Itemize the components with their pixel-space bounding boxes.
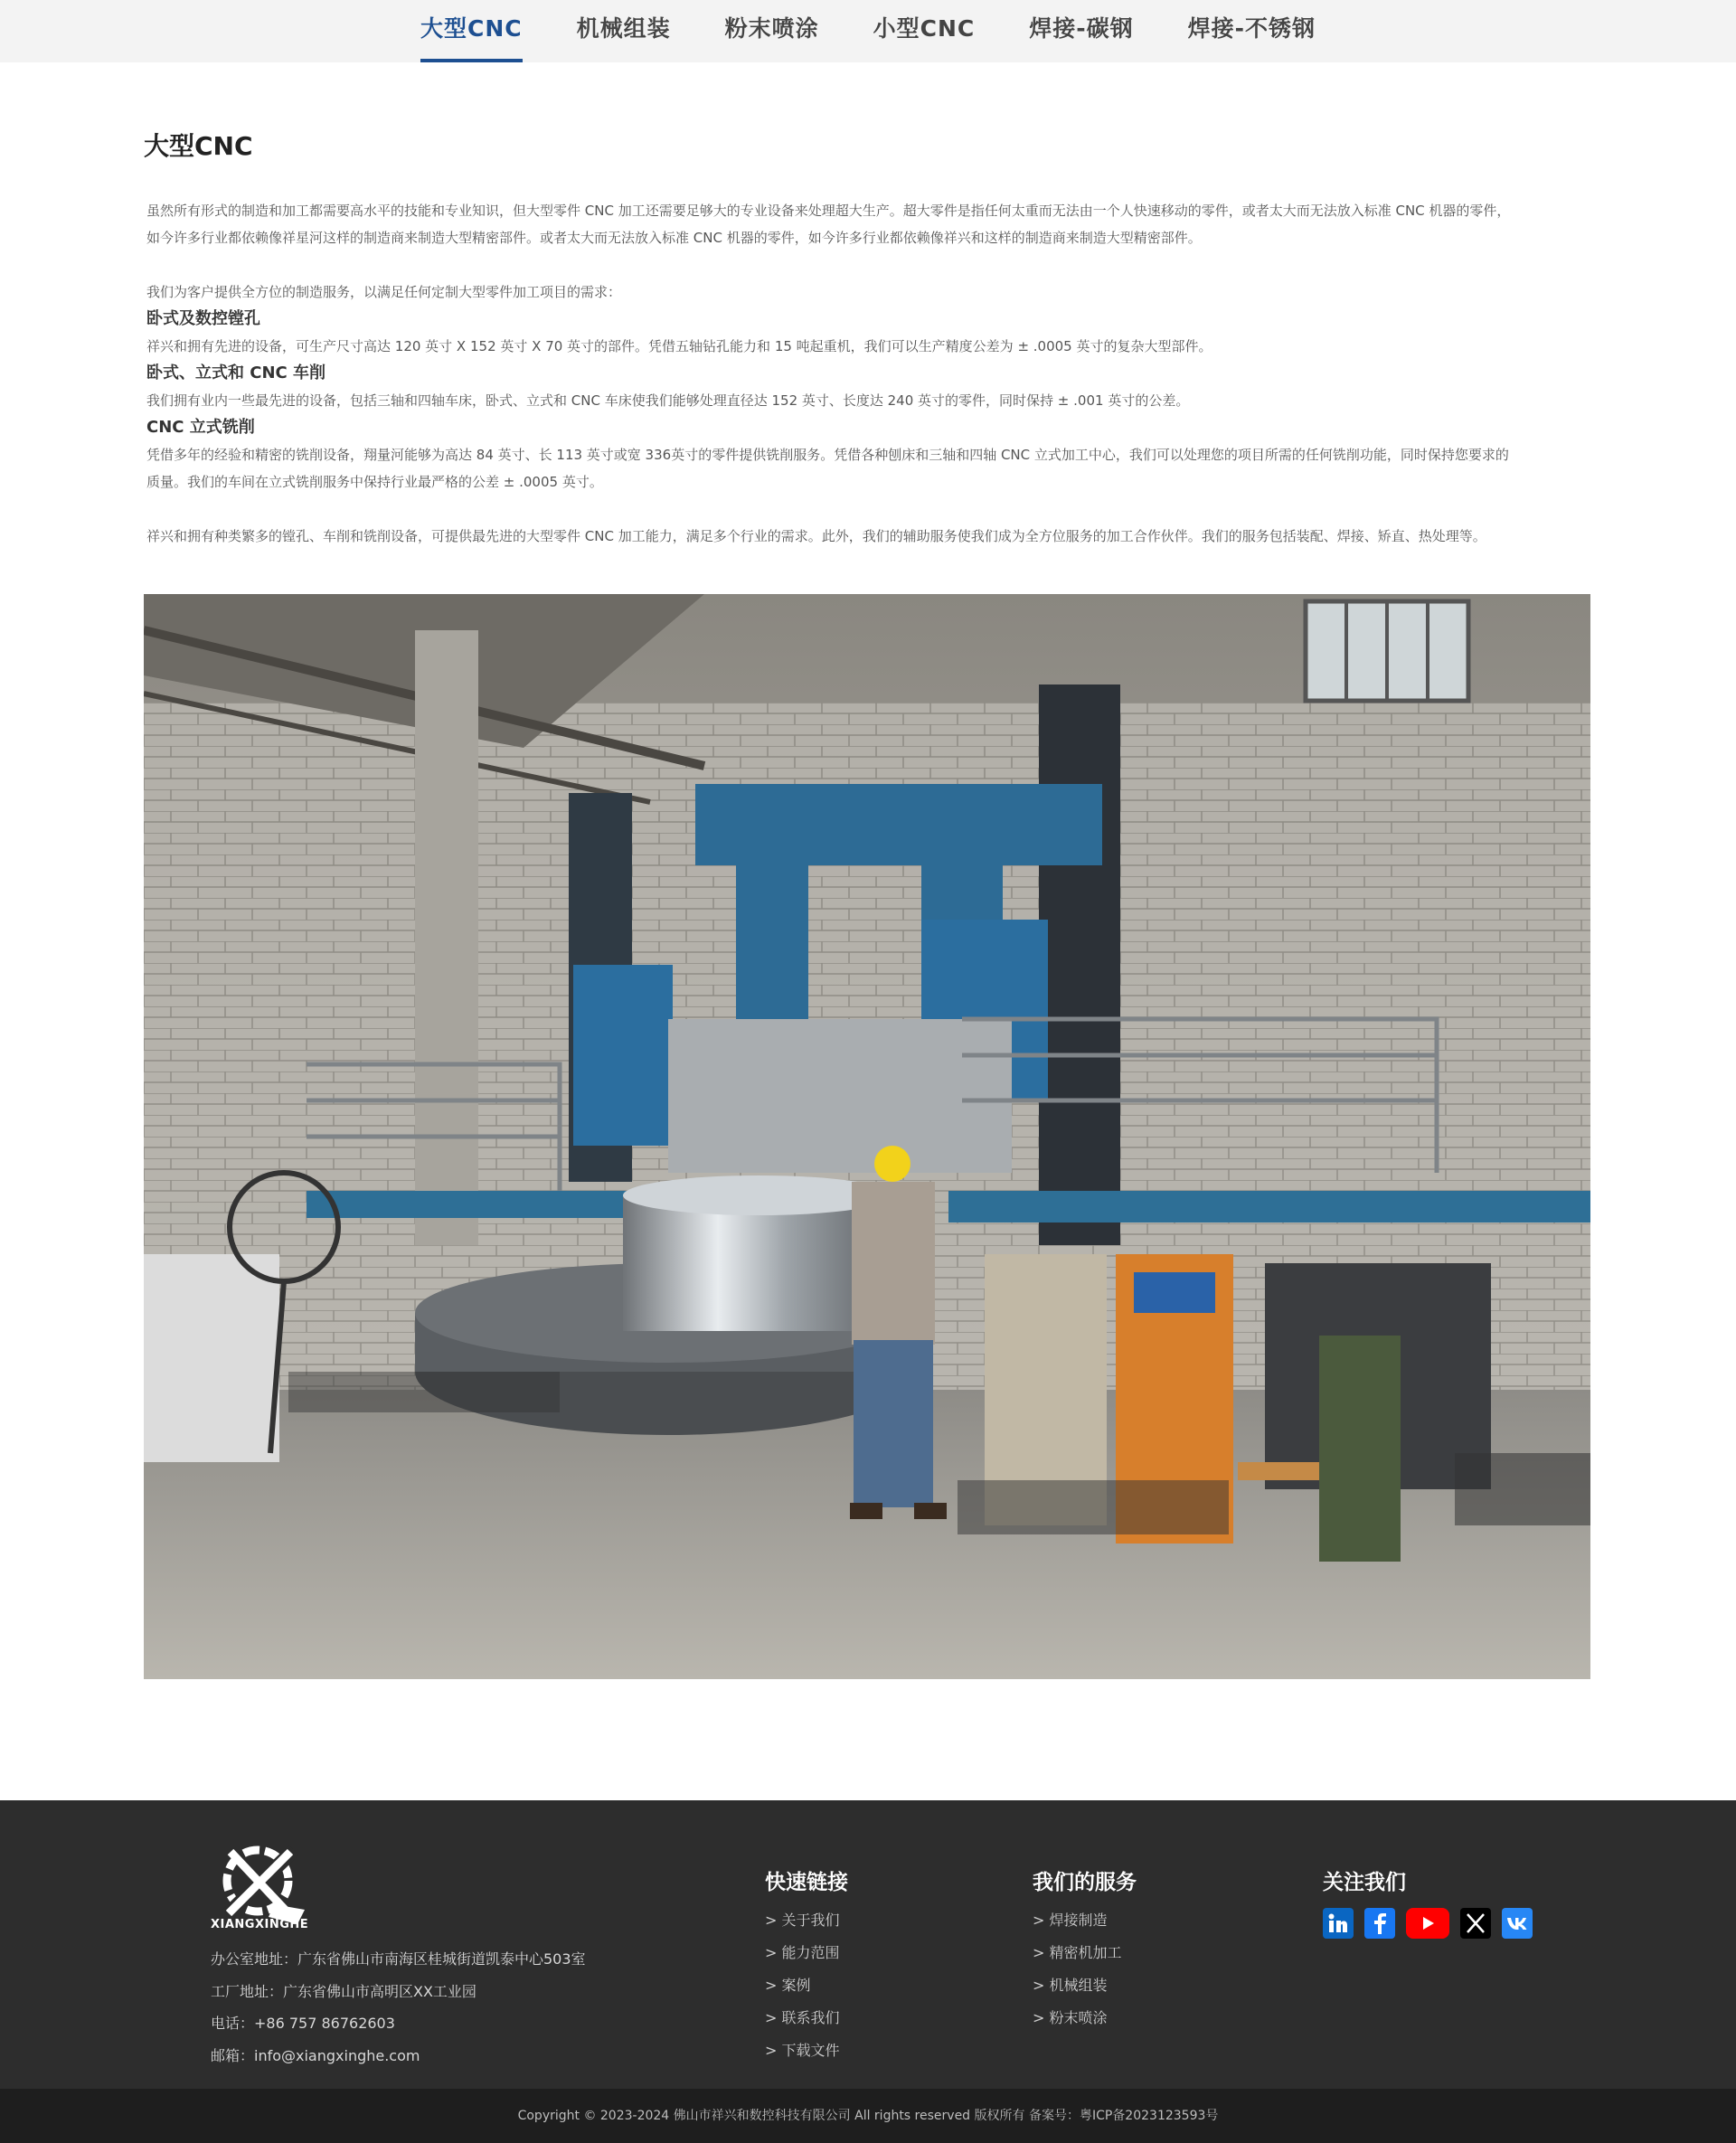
services-title: 我们的服务 — [1033, 1871, 1137, 1894]
section-heading-milling: CNC 立式铣削 — [146, 418, 255, 437]
vk-icon[interactable] — [1502, 1908, 1533, 1939]
link-precision-machining[interactable]: > 精密机加工 — [1033, 1944, 1122, 1961]
link-contact-us[interactable]: > 联系我们 — [765, 2009, 840, 2026]
email-address: 邮箱：info@xiangxinghe.com — [211, 2046, 420, 2064]
link-capabilities[interactable]: > 能力范围 — [765, 1944, 840, 1961]
link-cases[interactable]: > 案例 — [765, 1977, 811, 1994]
closing-paragraph: 祥兴和拥有种类繁多的镗孔、车削和铣削设备，可提供最先进的大型零件 CNC 加工能力，满足多个行业的需求。此外，我们的辅助服务使我们成为全方位服务的加工合作伙伴。我们的服务包括装配、焊接、矫直、热处理等。 — [146, 528, 1486, 544]
tab-mechanical-assembly[interactable]: 机械组装 — [576, 15, 671, 42]
lead-paragraph: 我们为客户提供全方位的制造服务，以满足任何定制大型零件加工项目的需求： — [146, 284, 622, 300]
services-column — [1033, 1865, 1137, 2034]
social-icons — [1323, 1908, 1533, 1939]
link-welding-fabrication[interactable]: > 焊接制造 — [1033, 1912, 1108, 1929]
tab-small-cnc[interactable]: 小型CNC — [873, 15, 976, 42]
link-about-us[interactable]: > 关于我们 — [765, 1912, 840, 1929]
workshop-photo — [144, 594, 1590, 1679]
x-icon[interactable] — [1460, 1908, 1491, 1939]
link-mechanical-assembly[interactable]: > 机械组装 — [1033, 1977, 1108, 1994]
contact-info — [211, 1943, 681, 2072]
link-downloads[interactable]: > 下载文件 — [765, 2042, 840, 2059]
section-heading-turning: 卧式、立式和 CNC 车削 — [146, 363, 326, 382]
section-text-milling-line-1: 凭借多年的经验和精密的铣削设备，翔量河能够为高达 84 英寸、长 113 英寸或宽 336英寸的零件提供铣削服务。凭借各种刨床和三轴和四轴 CNC 立式加工中心，我们可以处理您的项目所需的任何铣削功能，同时保持您要求的 — [146, 447, 1509, 463]
category-tab-bar — [0, 0, 1736, 62]
section-heading-boring: 卧式及数控镗孔 — [146, 309, 260, 328]
quick-links-column — [765, 1865, 848, 2067]
logo-wordmark: XIANGXINGHE — [211, 1918, 309, 1931]
tab-large-cnc[interactable]: 大型CNC — [393, 0, 550, 62]
tab-list — [0, 0, 1736, 62]
article — [144, 127, 1592, 550]
tab-welding-stainless-steel[interactable]: 焊接-不锈钢 — [1187, 15, 1316, 42]
linkedin-icon[interactable] — [1323, 1908, 1354, 1939]
section-text-milling-line-2: 质量。我们的车间在立式铣削服务中保持行业最严格的公差 ± .0005 英寸。 — [146, 474, 603, 490]
factory-address: 工厂地址：广东省佛山市高明区XX工业园 — [211, 1982, 476, 2000]
quick-links-title: 快速链接 — [765, 1871, 848, 1894]
intro-paragraph-line-2: 如今许多行业都依赖像祥星河这样的制造商来制造大型精密部件。或者太大而无法放入标准 CNC 机器的零件，如今许多行业都依赖像祥兴和这样的制造商来制造大型精密部件。 — [146, 230, 1202, 246]
facebook-icon[interactable] — [1364, 1908, 1395, 1939]
youtube-icon[interactable] — [1406, 1908, 1449, 1939]
tab-welding-carbon-steel[interactable]: 焊接-碳钢 — [1029, 15, 1134, 42]
follow-us-column — [1323, 1865, 1533, 1939]
intro-paragraph-line-1: 虽然所有形式的制造和加工都需要高水平的技能和专业知识，但大型零件 CNC 加工还需要足够大的专业设备来处理超大生产。超大零件是指任何太重而无法由一个人快速移动的零件，或者太大而无法放入标准 CNC 机器的零件， — [146, 203, 1511, 219]
section-text-boring: 祥兴和拥有先进的设备，可生产尺寸高达 120 英寸 X 152 英寸 X 70 英寸的部件。凭借五轴钻孔能力和 15 吨起重机，我们可以生产精度公差为 ± .0005 英寸的复杂大型部件。 — [146, 338, 1212, 354]
office-address: 办公室地址：广东省佛山市南海区桂城街道凯泰中心503室 — [211, 1950, 586, 1968]
follow-us-title: 关注我们 — [1323, 1871, 1406, 1894]
section-text-turning: 我们拥有业内一些最先进的设备，包括三轴和四轴车床，卧式、立式和 CNC 车床使我们能够处理直径达 152 英寸、长度达 240 英寸的零件，同时保持 ± .001 英寸的公差。 — [146, 392, 1190, 409]
phone-number: 电话：+86 757 86762603 — [211, 2015, 395, 2032]
tab-powder-coating[interactable]: 粉末喷涂 — [724, 15, 819, 42]
copyright-bar: Copyright © 2023-2024 佛山市祥兴和数控科技有限公司 All rights reserved 版权所有 备案号：粤ICP备2023123593号 — [0, 2089, 1736, 2143]
site-footer — [0, 1800, 1736, 2089]
page-title: 大型CNC — [144, 131, 253, 161]
link-powder-coating[interactable]: > 粉末喷涂 — [1033, 2009, 1108, 2026]
